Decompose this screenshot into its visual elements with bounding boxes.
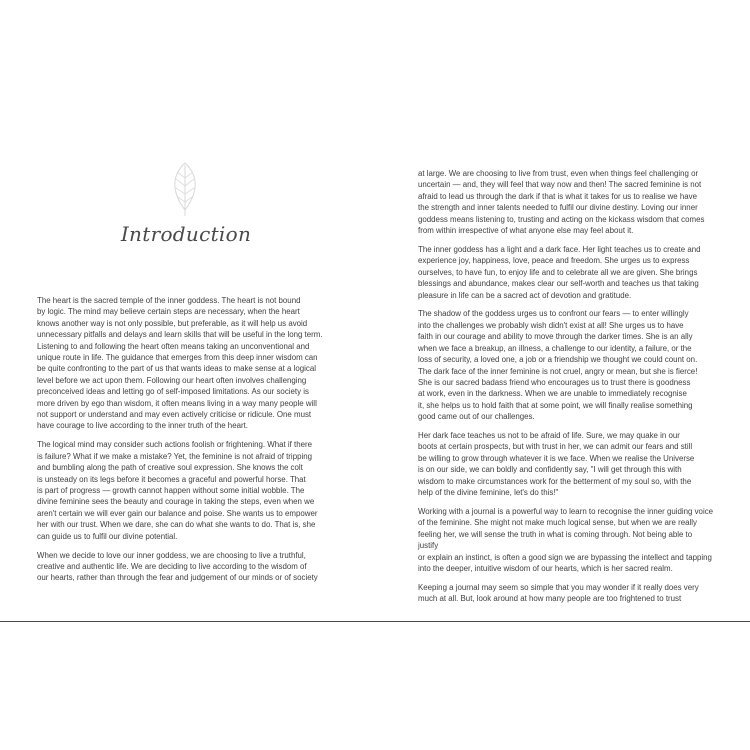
leaf-icon [166, 160, 204, 218]
right-page-text [418, 168, 714, 612]
left-page-text [37, 295, 337, 591]
paragraph: at large. We are choosing to live from trust, even when things feel challenging or uncertain — and, they will feel that way now and then! The sacred feminine is not afraid to lead us through the dark if that is what it takes for us to realise we have the strength and inner talents needed to fulfil our divine destiny. Loving our inner goddess means listening to, trusting and acting on the kickass wisdom that comes from within irrespective of what anyone else may feel about it. [418, 169, 705, 236]
paragraph: Keeping a journal may seem so simple that you may wonder if it really does very much at all. But, look around at how many people are too frightened to trust [418, 582, 699, 604]
paragraph: Working with a journal is a powerful way to learn to recognise the inner guiding voice of the feminine. She might not make much logical sense, but when we are really feeling her, we will sense the truth in what is coming through. Not being able to justify or explain an instinct, is often a good sign we are bypassing the intellect and tapping into the deeper, intuitive wisdom of our hearts, which is her sacred realm. [418, 506, 714, 573]
chapter-title: Introduction [120, 222, 252, 246]
paragraph: The logical mind may consider such actions foolish or frightening. What if there is failure? What if we make a mistake? Yet, the feminine is not afraid of tripping and bumbling along the path of creative soul expression. She knows the colt is unsteady on its legs before it becomes a graceful and powerful horse. That is part of progress — growth cannot happen without some initial wobble. The divine feminine sees the beauty and courage in taking the steps, even when we aren't certain we will ever gain our balance and poise. She wants us to empower her with our trust. When we dare, she can do what she wants to do. That is, she can guide us to fulfil our divine potential. [37, 440, 318, 541]
paragraph: The inner goddess has a light and a dark face. Her light teaches us to create and experience joy, happiness, love, peace and freedom. She urges us to express ourselves, to have fun, to enjoy life and to celebrate all we are given. She brings blessings and abundance, makes clear our self-worth and teaches us that taking pleasure in life can be a sacred act of devotion and gratitude. [418, 244, 701, 300]
paragraph: Her dark face teaches us not to be afraid of life. Sure, we may quake in our boots at certain prospects, but with trust in her, we can admit our fears and still be willing to grow through whatever it is we face. When we realise the Universe is on our side, we can boldly and confidently say, "I will get through this with wisdom to make circumstances work for the betterment of my soul so, with the help of the divine feminine, let's do this!" [418, 431, 695, 498]
paragraph: When we decide to love our inner goddess, we are choosing to live a truthful, creative and authentic life. We are deciding to live according to the wisdom of our hearts, rather than through the fear and judgement of our minds or of society [37, 550, 318, 583]
page-bottom-edge [0, 621, 750, 622]
paragraph: The shadow of the goddess urges us to confront our fears — to enter willingly into the challenges we probably wish didn't exist at all! She urges us to have faith in our courage and ability to move through the darker times. She is an ally when we face a breakup, an illness, a challenge to our identity, a failure, or the loss of security, a loved one, a job or a friendship we thought we could count on. The dark face of the inner feminine is not cruel, angry or mean, but she is fierce! She is our sacred badass friend who encourages us to trust there is goodness at work, even in the darkness. When we are unable to immediately recognise it, she helps us to hold faith that at some point, we will finally realise something good came out of our challenges. [418, 309, 698, 422]
paragraph: The heart is the sacred temple of the inner goddess. The heart is not bound by logic. The mind may believe certain steps are necessary, when the heart knows another way is not only possible, but preferable, as it will help us avoid unnecessary pitfalls and delays and learn skills that will be useful in the long term. Listening to and following the heart often means taking an unconventional and unique route in life. The guidance that emerges from this deep inner wisdom can be quite confronting to the part of us that wants ideas to make sense at a logical level before we act upon them. Following our heart often involves challenging preconceived ideas and letting go of self-imposed limitations. As our society is more driven by ego than wisdom, it often means living in a way many people will not support or understand and may even actively criticise or ridicule. One must have courage to live according to the inner truth of the heart. [37, 296, 323, 431]
